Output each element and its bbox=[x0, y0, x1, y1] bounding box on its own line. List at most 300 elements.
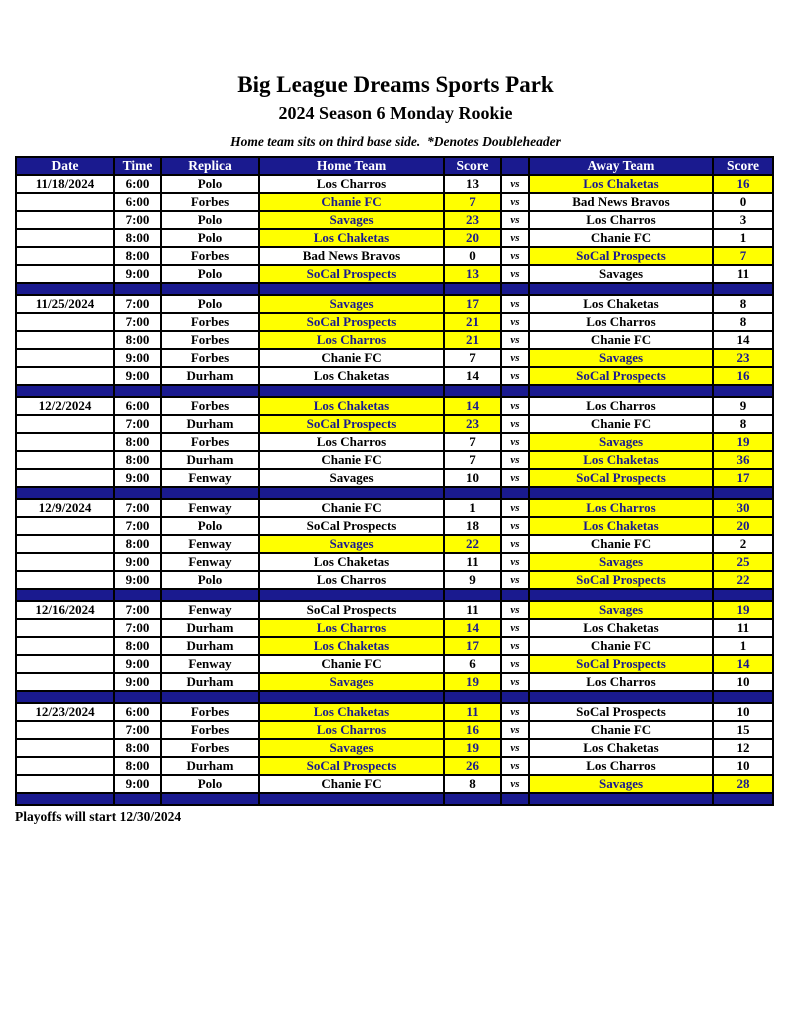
separator-cell bbox=[259, 283, 444, 295]
replica-cell: Polo bbox=[161, 517, 259, 535]
game-row bbox=[16, 553, 773, 571]
separator-cell bbox=[713, 589, 773, 601]
vs-cell: vs bbox=[501, 721, 529, 739]
home-score-cell: 7 bbox=[444, 433, 501, 451]
vs-cell: vs bbox=[501, 265, 529, 283]
away-team-cell: Chanie FC bbox=[529, 637, 713, 655]
game-row bbox=[16, 775, 773, 793]
home-score-cell: 23 bbox=[444, 415, 501, 433]
time-cell: 8:00 bbox=[114, 229, 161, 247]
away-team-cell: SoCal Prospects bbox=[529, 655, 713, 673]
away-score-cell: 14 bbox=[713, 331, 773, 349]
vs-cell: vs bbox=[501, 247, 529, 265]
away-team-cell: Chanie FC bbox=[529, 535, 713, 553]
home-team-cell: Los Chaketas bbox=[259, 367, 444, 385]
separator-cell bbox=[529, 793, 713, 805]
date-cell: 11/18/2024 bbox=[16, 175, 114, 193]
date-cell bbox=[16, 637, 114, 655]
separator-cell bbox=[259, 385, 444, 397]
separator-cell bbox=[259, 793, 444, 805]
home-score-cell: 13 bbox=[444, 265, 501, 283]
block-separator-row bbox=[16, 487, 773, 499]
game-row bbox=[16, 517, 773, 535]
home-team-cell: Los Charros bbox=[259, 571, 444, 589]
separator-cell bbox=[161, 691, 259, 703]
home-score-cell: 22 bbox=[444, 535, 501, 553]
home-score-cell: 19 bbox=[444, 673, 501, 691]
header-row bbox=[16, 157, 773, 175]
date-cell bbox=[16, 721, 114, 739]
separator-cell bbox=[114, 793, 161, 805]
game-row bbox=[16, 313, 773, 331]
vs-cell: vs bbox=[501, 433, 529, 451]
replica-cell: Fenway bbox=[161, 499, 259, 517]
home-team-cell: Chanie FC bbox=[259, 499, 444, 517]
date-cell bbox=[16, 571, 114, 589]
date-cell: 12/9/2024 bbox=[16, 499, 114, 517]
away-score-cell: 10 bbox=[713, 703, 773, 721]
time-cell: 7:00 bbox=[114, 517, 161, 535]
home-team-cell: SoCal Prospects bbox=[259, 517, 444, 535]
away-score-cell: 19 bbox=[713, 601, 773, 619]
home-team-cell: Los Chaketas bbox=[259, 637, 444, 655]
date-cell bbox=[16, 775, 114, 793]
away-score-cell: 16 bbox=[713, 175, 773, 193]
time-cell: 7:00 bbox=[114, 619, 161, 637]
home-team-cell: Los Charros bbox=[259, 331, 444, 349]
away-team-cell: Los Chaketas bbox=[529, 451, 713, 469]
away-team-cell: Savages bbox=[529, 349, 713, 367]
away-score-cell: 36 bbox=[713, 451, 773, 469]
header-cell-home-score: Score bbox=[444, 157, 501, 175]
replica-cell: Forbes bbox=[161, 313, 259, 331]
replica-cell: Forbes bbox=[161, 703, 259, 721]
replica-cell: Polo bbox=[161, 295, 259, 313]
away-team-cell: Los Charros bbox=[529, 757, 713, 775]
separator-cell bbox=[501, 793, 529, 805]
vs-cell: vs bbox=[501, 229, 529, 247]
separator-cell bbox=[16, 589, 114, 601]
away-team-cell: Bad News Bravos bbox=[529, 193, 713, 211]
away-score-cell: 1 bbox=[713, 229, 773, 247]
home-score-cell: 19 bbox=[444, 739, 501, 757]
away-score-cell: 10 bbox=[713, 757, 773, 775]
separator-cell bbox=[713, 487, 773, 499]
away-team-cell: Savages bbox=[529, 775, 713, 793]
date-cell: 12/2/2024 bbox=[16, 397, 114, 415]
vs-cell: vs bbox=[501, 571, 529, 589]
time-cell: 9:00 bbox=[114, 571, 161, 589]
away-team-cell: Chanie FC bbox=[529, 721, 713, 739]
vs-cell: vs bbox=[501, 193, 529, 211]
date-cell bbox=[16, 229, 114, 247]
separator-cell bbox=[444, 691, 501, 703]
away-team-cell: Chanie FC bbox=[529, 415, 713, 433]
separator-cell bbox=[114, 691, 161, 703]
away-score-cell: 14 bbox=[713, 655, 773, 673]
game-row bbox=[16, 721, 773, 739]
home-score-cell: 9 bbox=[444, 571, 501, 589]
replica-cell: Durham bbox=[161, 415, 259, 433]
away-score-cell: 11 bbox=[713, 265, 773, 283]
home-score-cell: 14 bbox=[444, 367, 501, 385]
home-team-cell: Chanie FC bbox=[259, 655, 444, 673]
page-subtitle: 2024 Season 6 Monday Rookie bbox=[278, 103, 513, 124]
date-cell bbox=[16, 331, 114, 349]
replica-cell: Durham bbox=[161, 673, 259, 691]
game-row bbox=[16, 193, 773, 211]
away-team-cell: Savages bbox=[529, 433, 713, 451]
game-row bbox=[16, 367, 773, 385]
date-cell bbox=[16, 673, 114, 691]
date-cell bbox=[16, 193, 114, 211]
separator-cell bbox=[114, 487, 161, 499]
playoffs-note: Playoffs will start 12/30/2024 bbox=[15, 809, 182, 825]
page-note: Home team sits on third base side. *Denotes Doubleheader bbox=[230, 134, 561, 150]
date-cell bbox=[16, 535, 114, 553]
home-score-cell: 13 bbox=[444, 175, 501, 193]
home-score-cell: 1 bbox=[444, 499, 501, 517]
separator-cell bbox=[444, 283, 501, 295]
date-cell bbox=[16, 757, 114, 775]
date-cell bbox=[16, 313, 114, 331]
replica-cell: Fenway bbox=[161, 553, 259, 571]
vs-cell: vs bbox=[501, 499, 529, 517]
vs-cell: vs bbox=[501, 451, 529, 469]
home-team-cell: Los Charros bbox=[259, 721, 444, 739]
date-cell: 12/16/2024 bbox=[16, 601, 114, 619]
separator-cell bbox=[16, 283, 114, 295]
vs-cell: vs bbox=[501, 211, 529, 229]
date-cell bbox=[16, 265, 114, 283]
game-row bbox=[16, 415, 773, 433]
game-row bbox=[16, 331, 773, 349]
replica-cell: Fenway bbox=[161, 655, 259, 673]
home-team-cell: Los Charros bbox=[259, 175, 444, 193]
vs-cell: vs bbox=[501, 349, 529, 367]
away-score-cell: 17 bbox=[713, 469, 773, 487]
separator-cell bbox=[114, 283, 161, 295]
game-row bbox=[16, 397, 773, 415]
home-team-cell: Savages bbox=[259, 739, 444, 757]
header-cell-away-score: Score bbox=[713, 157, 773, 175]
time-cell: 9:00 bbox=[114, 349, 161, 367]
time-cell: 9:00 bbox=[114, 673, 161, 691]
date-cell bbox=[16, 655, 114, 673]
game-row bbox=[16, 757, 773, 775]
away-score-cell: 19 bbox=[713, 433, 773, 451]
header-cell-replica: Replica bbox=[161, 157, 259, 175]
home-team-cell: SoCal Prospects bbox=[259, 601, 444, 619]
separator-cell bbox=[259, 691, 444, 703]
date-cell bbox=[16, 553, 114, 571]
separator-cell bbox=[501, 691, 529, 703]
separator-cell bbox=[444, 793, 501, 805]
separator-cell bbox=[501, 589, 529, 601]
game-row bbox=[16, 451, 773, 469]
separator-cell bbox=[259, 589, 444, 601]
header-cell-away-team: Away Team bbox=[529, 157, 713, 175]
time-cell: 6:00 bbox=[114, 703, 161, 721]
away-score-cell: 10 bbox=[713, 673, 773, 691]
away-score-cell: 8 bbox=[713, 295, 773, 313]
away-team-cell: Chanie FC bbox=[529, 229, 713, 247]
time-cell: 8:00 bbox=[114, 331, 161, 349]
away-team-cell: Savages bbox=[529, 601, 713, 619]
away-score-cell: 7 bbox=[713, 247, 773, 265]
home-team-cell: SoCal Prospects bbox=[259, 415, 444, 433]
away-team-cell: Los Chaketas bbox=[529, 175, 713, 193]
time-cell: 8:00 bbox=[114, 247, 161, 265]
home-score-cell: 14 bbox=[444, 397, 501, 415]
time-cell: 7:00 bbox=[114, 499, 161, 517]
separator-cell bbox=[713, 283, 773, 295]
separator-cell bbox=[444, 487, 501, 499]
time-cell: 6:00 bbox=[114, 175, 161, 193]
separator-cell bbox=[114, 589, 161, 601]
away-team-cell: Los Charros bbox=[529, 397, 713, 415]
vs-cell: vs bbox=[501, 739, 529, 757]
home-team-cell: Los Chaketas bbox=[259, 229, 444, 247]
away-score-cell: 23 bbox=[713, 349, 773, 367]
separator-cell bbox=[161, 793, 259, 805]
vs-cell: vs bbox=[501, 601, 529, 619]
replica-cell: Durham bbox=[161, 451, 259, 469]
game-row bbox=[16, 601, 773, 619]
vs-cell: vs bbox=[501, 175, 529, 193]
vs-cell: vs bbox=[501, 673, 529, 691]
replica-cell: Fenway bbox=[161, 469, 259, 487]
date-cell bbox=[16, 247, 114, 265]
time-cell: 7:00 bbox=[114, 313, 161, 331]
home-score-cell: 6 bbox=[444, 655, 501, 673]
away-score-cell: 8 bbox=[713, 415, 773, 433]
vs-cell: vs bbox=[501, 553, 529, 571]
away-score-cell: 8 bbox=[713, 313, 773, 331]
away-score-cell: 1 bbox=[713, 637, 773, 655]
vs-cell: vs bbox=[501, 637, 529, 655]
time-cell: 8:00 bbox=[114, 739, 161, 757]
date-cell bbox=[16, 349, 114, 367]
block-separator-row bbox=[16, 283, 773, 295]
separator-cell bbox=[501, 487, 529, 499]
date-cell bbox=[16, 469, 114, 487]
separator-cell bbox=[529, 691, 713, 703]
time-cell: 7:00 bbox=[114, 295, 161, 313]
game-row bbox=[16, 673, 773, 691]
away-score-cell: 28 bbox=[713, 775, 773, 793]
replica-cell: Forbes bbox=[161, 433, 259, 451]
replica-cell: Polo bbox=[161, 265, 259, 283]
time-cell: 8:00 bbox=[114, 535, 161, 553]
home-score-cell: 11 bbox=[444, 553, 501, 571]
replica-cell: Polo bbox=[161, 175, 259, 193]
home-score-cell: 14 bbox=[444, 619, 501, 637]
away-team-cell: Savages bbox=[529, 553, 713, 571]
vs-cell: vs bbox=[501, 619, 529, 637]
time-cell: 7:00 bbox=[114, 211, 161, 229]
time-cell: 7:00 bbox=[114, 721, 161, 739]
game-row bbox=[16, 469, 773, 487]
away-team-cell: Los Charros bbox=[529, 499, 713, 517]
separator-cell bbox=[161, 589, 259, 601]
separator-cell bbox=[501, 385, 529, 397]
home-team-cell: SoCal Prospects bbox=[259, 265, 444, 283]
replica-cell: Fenway bbox=[161, 601, 259, 619]
block-separator-row bbox=[16, 691, 773, 703]
game-row bbox=[16, 265, 773, 283]
home-score-cell: 0 bbox=[444, 247, 501, 265]
date-cell bbox=[16, 367, 114, 385]
away-team-cell: Los Charros bbox=[529, 211, 713, 229]
away-score-cell: 15 bbox=[713, 721, 773, 739]
away-team-cell: Chanie FC bbox=[529, 331, 713, 349]
replica-cell: Durham bbox=[161, 619, 259, 637]
time-cell: 7:00 bbox=[114, 415, 161, 433]
away-score-cell: 0 bbox=[713, 193, 773, 211]
away-score-cell: 20 bbox=[713, 517, 773, 535]
schedule-table bbox=[15, 156, 774, 806]
time-cell: 9:00 bbox=[114, 655, 161, 673]
away-score-cell: 22 bbox=[713, 571, 773, 589]
time-cell: 8:00 bbox=[114, 451, 161, 469]
away-team-cell: SoCal Prospects bbox=[529, 703, 713, 721]
game-row bbox=[16, 211, 773, 229]
away-score-cell: 16 bbox=[713, 367, 773, 385]
away-score-cell: 25 bbox=[713, 553, 773, 571]
page-title: Big League Dreams Sports Park bbox=[237, 72, 554, 97]
block-separator-row bbox=[16, 793, 773, 805]
away-team-cell: Los Chaketas bbox=[529, 619, 713, 637]
replica-cell: Forbes bbox=[161, 349, 259, 367]
time-cell: 8:00 bbox=[114, 757, 161, 775]
game-row bbox=[16, 637, 773, 655]
replica-cell: Forbes bbox=[161, 397, 259, 415]
game-row bbox=[16, 739, 773, 757]
time-cell: 8:00 bbox=[114, 637, 161, 655]
separator-cell bbox=[16, 793, 114, 805]
home-team-cell: SoCal Prospects bbox=[259, 313, 444, 331]
home-team-cell: Chanie FC bbox=[259, 451, 444, 469]
header-cell-home-team: Home Team bbox=[259, 157, 444, 175]
away-score-cell: 11 bbox=[713, 619, 773, 637]
home-score-cell: 7 bbox=[444, 451, 501, 469]
game-row bbox=[16, 535, 773, 553]
separator-cell bbox=[161, 283, 259, 295]
separator-cell bbox=[444, 589, 501, 601]
replica-cell: Forbes bbox=[161, 739, 259, 757]
game-row bbox=[16, 229, 773, 247]
time-cell: 9:00 bbox=[114, 775, 161, 793]
replica-cell: Durham bbox=[161, 757, 259, 775]
vs-cell: vs bbox=[501, 367, 529, 385]
away-team-cell: Los Charros bbox=[529, 313, 713, 331]
home-score-cell: 11 bbox=[444, 601, 501, 619]
home-team-cell: Los Chaketas bbox=[259, 553, 444, 571]
date-cell bbox=[16, 415, 114, 433]
separator-cell bbox=[501, 283, 529, 295]
home-team-cell: Savages bbox=[259, 469, 444, 487]
date-cell: 11/25/2024 bbox=[16, 295, 114, 313]
home-score-cell: 7 bbox=[444, 349, 501, 367]
separator-cell bbox=[444, 385, 501, 397]
home-team-cell: Chanie FC bbox=[259, 775, 444, 793]
home-team-cell: Savages bbox=[259, 673, 444, 691]
date-cell bbox=[16, 517, 114, 535]
game-row bbox=[16, 619, 773, 637]
vs-cell: vs bbox=[501, 535, 529, 553]
separator-cell bbox=[713, 385, 773, 397]
away-team-cell: Los Chaketas bbox=[529, 517, 713, 535]
vs-cell: vs bbox=[501, 655, 529, 673]
time-cell: 6:00 bbox=[114, 193, 161, 211]
replica-cell: Forbes bbox=[161, 193, 259, 211]
home-score-cell: 17 bbox=[444, 295, 501, 313]
replica-cell: Polo bbox=[161, 571, 259, 589]
home-team-cell: Los Chaketas bbox=[259, 703, 444, 721]
vs-cell: vs bbox=[501, 703, 529, 721]
replica-cell: Polo bbox=[161, 229, 259, 247]
vs-cell: vs bbox=[501, 757, 529, 775]
separator-cell bbox=[161, 487, 259, 499]
game-row bbox=[16, 703, 773, 721]
away-team-cell: Savages bbox=[529, 265, 713, 283]
home-team-cell: Savages bbox=[259, 211, 444, 229]
away-score-cell: 12 bbox=[713, 739, 773, 757]
away-team-cell: SoCal Prospects bbox=[529, 469, 713, 487]
vs-cell: vs bbox=[501, 415, 529, 433]
separator-cell bbox=[161, 385, 259, 397]
header-cell-time: Time bbox=[114, 157, 161, 175]
separator-cell bbox=[16, 385, 114, 397]
block-separator-row bbox=[16, 385, 773, 397]
game-row bbox=[16, 175, 773, 193]
separator-cell bbox=[713, 691, 773, 703]
home-score-cell: 17 bbox=[444, 637, 501, 655]
time-cell: 7:00 bbox=[114, 601, 161, 619]
game-row bbox=[16, 499, 773, 517]
date-cell bbox=[16, 739, 114, 757]
separator-cell bbox=[713, 793, 773, 805]
away-team-cell: Los Charros bbox=[529, 673, 713, 691]
vs-cell: vs bbox=[501, 313, 529, 331]
home-score-cell: 23 bbox=[444, 211, 501, 229]
time-cell: 9:00 bbox=[114, 367, 161, 385]
replica-cell: Forbes bbox=[161, 331, 259, 349]
away-score-cell: 3 bbox=[713, 211, 773, 229]
replica-cell: Forbes bbox=[161, 721, 259, 739]
time-cell: 9:00 bbox=[114, 265, 161, 283]
home-team-cell: Chanie FC bbox=[259, 193, 444, 211]
home-score-cell: 21 bbox=[444, 331, 501, 349]
vs-cell: vs bbox=[501, 517, 529, 535]
home-score-cell: 8 bbox=[444, 775, 501, 793]
home-team-cell: Los Charros bbox=[259, 433, 444, 451]
vs-cell: vs bbox=[501, 295, 529, 313]
time-cell: 9:00 bbox=[114, 553, 161, 571]
separator-cell bbox=[529, 385, 713, 397]
vs-cell: vs bbox=[501, 331, 529, 349]
vs-cell: vs bbox=[501, 775, 529, 793]
separator-cell bbox=[114, 385, 161, 397]
away-score-cell: 9 bbox=[713, 397, 773, 415]
game-row bbox=[16, 571, 773, 589]
time-cell: 9:00 bbox=[114, 469, 161, 487]
separator-cell bbox=[529, 487, 713, 499]
date-cell bbox=[16, 451, 114, 469]
separator-cell bbox=[16, 691, 114, 703]
home-team-cell: Savages bbox=[259, 535, 444, 553]
